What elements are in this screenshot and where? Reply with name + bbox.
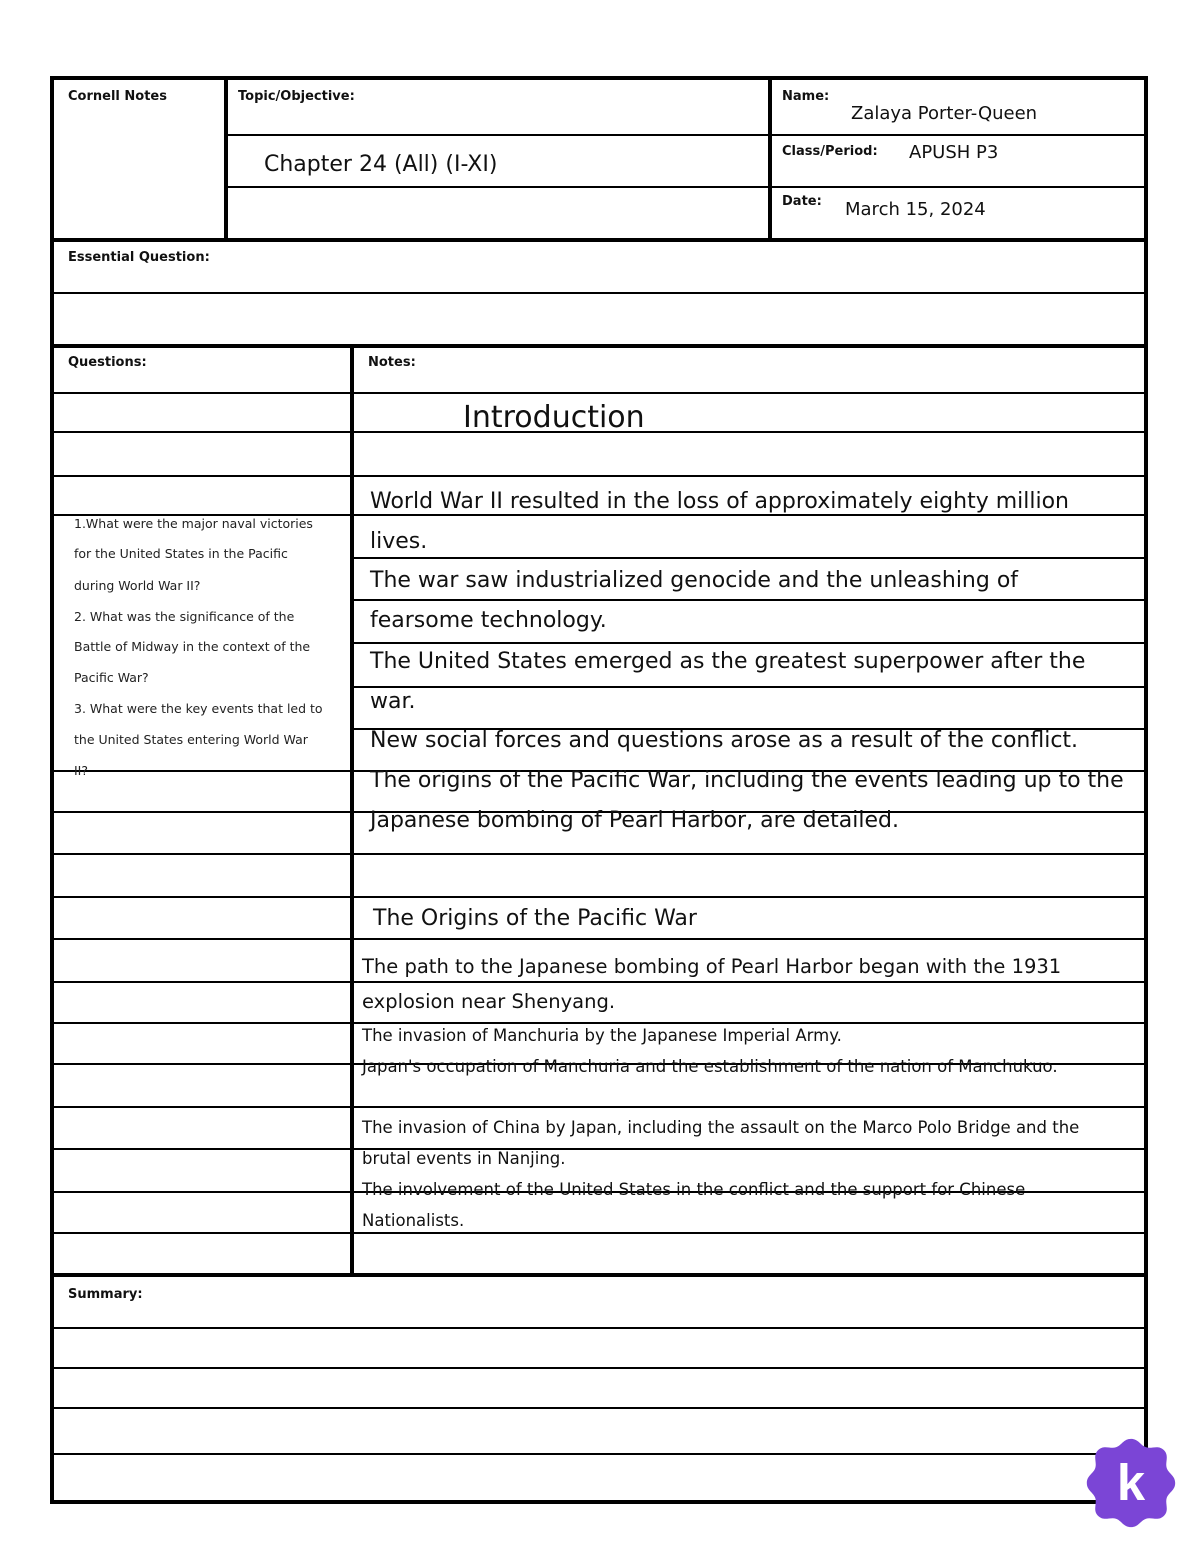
header-divider-left — [224, 80, 228, 240]
class-period-label: Class/Period: — [782, 144, 878, 159]
notes-row-line — [54, 981, 1144, 983]
topic-label: Topic/Objective: — [238, 89, 355, 104]
question-line: Battle of Midway in the context of the — [74, 639, 311, 654]
note-line: World War II resulted in the loss of approximately eighty million — [370, 489, 1070, 514]
notes-row-line — [54, 896, 1144, 898]
class-period-value: APUSH P3 — [909, 142, 999, 163]
note-line: The origins of the Pacific War, including the events leading up to the — [370, 768, 1124, 793]
note-line: war. — [370, 689, 416, 714]
note-line: The United States emerged as the greatest superpower after the — [370, 649, 1086, 674]
notes-heading-origins: The Origins of the Pacific War — [373, 906, 697, 931]
note-line: New social forces and questions arose as a result of the conflict. — [370, 728, 1079, 753]
date-label: Date: — [782, 194, 822, 209]
topic-row-line-1 — [228, 134, 768, 136]
header-bottom-line — [54, 238, 1144, 242]
note-line: The invasion of China by Japan, including the assault on the Marco Polo Bridge and the — [362, 1118, 1080, 1137]
question-line: II? — [74, 763, 89, 778]
notes-row-line — [352, 557, 1144, 559]
meta-row-line-1 — [772, 134, 1144, 136]
notes-row-line — [352, 599, 1144, 601]
essential-bottom-line — [54, 344, 1144, 348]
note-line: The path to the Japanese bombing of Pearl Harbor began with the 1931 — [362, 955, 1062, 978]
note-line: Japan's occupation of Manchuria and the establishment of the nation of Manchukuo. — [362, 1057, 1058, 1076]
date-value: March 15, 2024 — [845, 199, 986, 220]
topic-value: Chapter 24 (All) (I-XI) — [264, 152, 498, 177]
questions-label: Questions: — [68, 355, 147, 370]
notes-heading-introduction: Introduction — [463, 400, 645, 435]
note-line: The war saw industrialized genocide and the unleashing of — [370, 568, 1019, 593]
notes-row-line — [54, 1148, 1144, 1150]
question-line: Pacific War? — [74, 670, 149, 685]
summary-label: Summary: — [68, 1287, 143, 1302]
notes-row-line — [54, 475, 1144, 477]
name-value: Zalaya Porter-Queen — [851, 103, 1038, 124]
notes-row-line — [54, 1106, 1144, 1108]
question-line: the United States entering World War — [74, 732, 308, 747]
note-line: The involvement of the United States in the conflict and the support for Chinese — [362, 1180, 1026, 1199]
question-line: 2. What was the significance of the — [74, 609, 295, 624]
cornell-notes-label: Cornell Notes — [68, 89, 167, 104]
kami-logo-icon — [1084, 1436, 1178, 1530]
notes-row-line — [54, 853, 1144, 855]
note-line: The invasion of Manchuria by the Japanese Imperial Army. — [362, 1026, 842, 1045]
summary-line — [54, 1407, 1144, 1409]
question-line: for the United States in the Pacific — [74, 546, 288, 561]
summary-line — [54, 1367, 1144, 1369]
question-line: during World War II? — [74, 578, 201, 593]
summary-line — [54, 1453, 1144, 1455]
note-line: brutal events in Nanjing. — [362, 1149, 566, 1168]
meta-row-line-2 — [772, 186, 1144, 188]
logo-letter: k — [1116, 1453, 1146, 1511]
summary-line — [54, 1327, 1144, 1329]
question-line: 3. What were the key events that led to — [74, 701, 323, 716]
notes-row-line — [54, 938, 1144, 940]
notes-row-line — [54, 392, 1144, 394]
essential-question-label: Essential Question: — [68, 250, 210, 265]
notes-row-line — [54, 1022, 1144, 1024]
note-line: Japanese bombing of Pearl Harbor, are detailed. — [370, 808, 899, 833]
essential-line-1 — [54, 292, 1144, 294]
note-line: explosion near Shenyang. — [362, 990, 616, 1013]
notes-row-line — [352, 686, 1144, 688]
notes-row-line — [352, 642, 1144, 644]
note-line: fearsome technology. — [370, 608, 607, 633]
topic-row-line-2 — [228, 186, 768, 188]
question-line: 1.What were the major naval victories — [74, 516, 313, 531]
notes-label: Notes: — [368, 355, 416, 370]
notes-row-line — [54, 1232, 1144, 1234]
notes-bottom-line — [54, 1273, 1144, 1277]
note-line: lives. — [370, 529, 428, 554]
header-divider-right — [768, 80, 772, 240]
name-label: Name: — [782, 89, 830, 104]
note-line: Nationalists. — [362, 1211, 465, 1230]
